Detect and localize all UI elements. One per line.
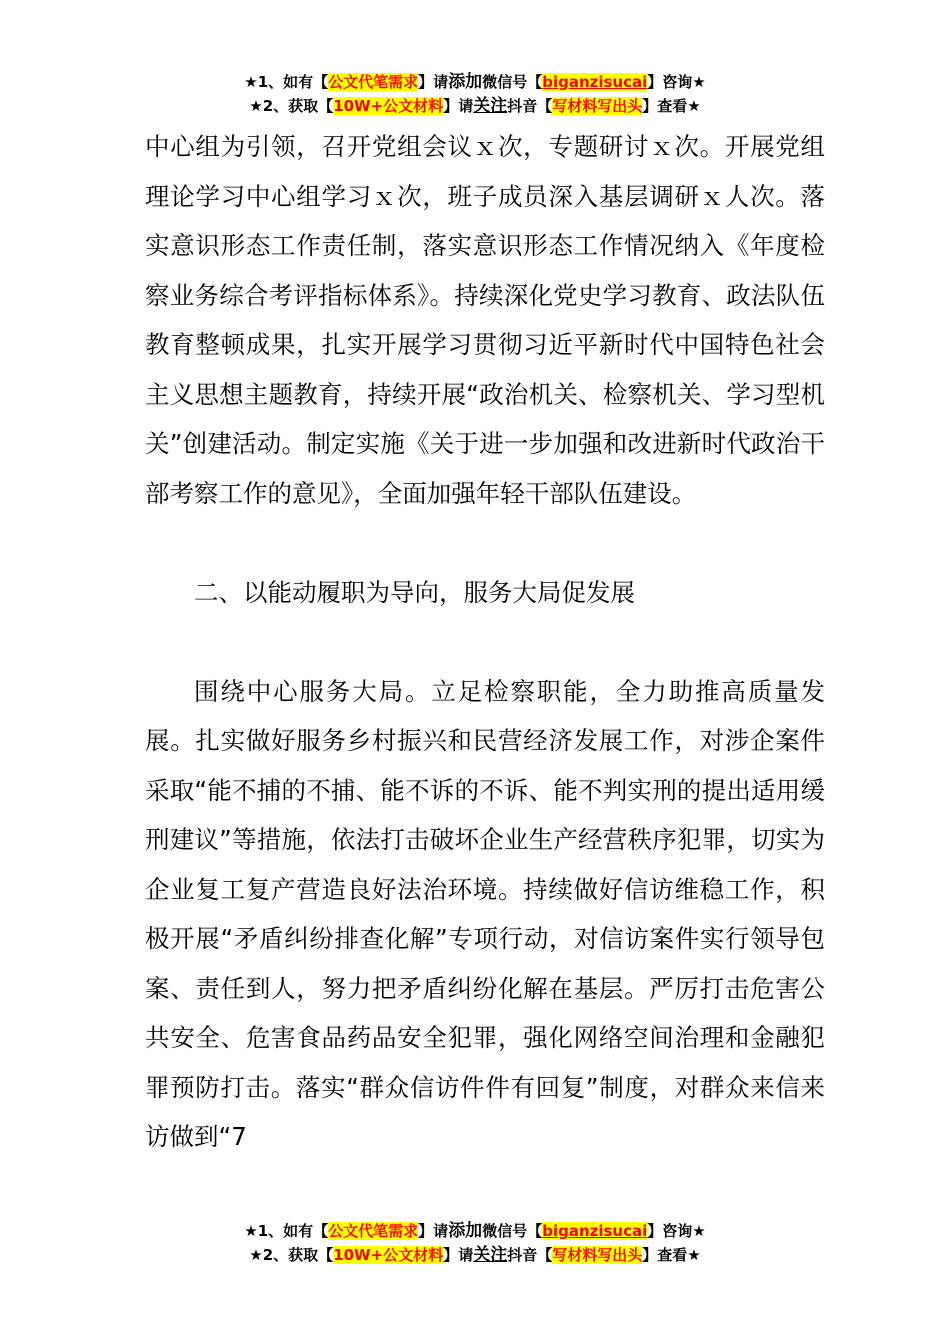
banner-line1-emphasis: 添加: [448, 72, 483, 92]
footer-line2-mid2: 抖音【: [507, 1246, 553, 1264]
banner-line2-prefix: ★2、获取【: [249, 97, 334, 115]
wechat-id-link[interactable]: biganzisucai: [542, 73, 648, 91]
banner-line1-mid1: 】请: [418, 73, 449, 91]
footer-wechat-id-link[interactable]: biganzisucai: [542, 1222, 648, 1240]
banner-line1-prefix: ★1、如有【: [244, 73, 329, 91]
ghostwriting-highlight: 公文代笔需求: [328, 73, 419, 91]
footer-line2-suffix: 】查看★: [642, 1246, 701, 1264]
douyin-account-highlight: 写材料写出头: [552, 97, 643, 115]
footer-banner-line-1: [0, 1219, 950, 1243]
footer-line2-emphasis: 关注: [473, 1245, 508, 1265]
banner-line1-mid2: 微信号【: [482, 73, 543, 91]
header-banner: [0, 70, 950, 118]
footer-line1-suffix: 】咨询★: [647, 1222, 706, 1240]
footer-materials-highlight: 10W+公文材料: [333, 1246, 444, 1264]
section-heading-2: 二、以能动履职为导向，服务大局促发展: [194, 577, 635, 607]
footer-line1-prefix: ★1、如有【: [244, 1222, 329, 1240]
footer-ghostwriting-highlight: 公文代笔需求: [328, 1222, 419, 1240]
document-body: [145, 122, 825, 1162]
paragraph-serve-overall: 围绕中心服务大局。立足检察职能，全力助推高质量发展。扎实做好服务乡村振兴和民营经济发展工作，对涉企案件采取“能不捕的不捕、能不诉的不诉、能不判实刑的提出适用缓刑建议”等措施，依法打击破坏企业生产经营秩序犯罪，切实为企业复工复产营造良好法治环境。持续做好信访维稳工作，积极开展“矛盾纠纷排查化解”专项行动，对信访案件实行领导包案、责任到人，努力把矛盾纠纷化解在基层。严厉打击危害公共安全、危害食品药品安全犯罪，强化网络空间治理和金融犯罪预防打击。落实“群众信访件件有回复”制度，对群众来信来访做到“7: [145, 676, 825, 1151]
banner-line2-suffix: 】查看★: [642, 97, 701, 115]
footer-banner: [0, 1219, 950, 1267]
banner-line-1: [0, 70, 950, 94]
footer-line1-emphasis: 添加: [448, 1221, 483, 1241]
materials-highlight: 10W+公文材料: [333, 97, 444, 115]
banner-line2-emphasis: 关注: [473, 96, 508, 116]
banner-line1-suffix: 】咨询★: [647, 73, 706, 91]
banner-line2-mid1: 】请: [443, 97, 474, 115]
banner-line-2: [0, 94, 950, 118]
footer-douyin-account-highlight: 写材料写出头: [552, 1246, 643, 1264]
banner-line2-mid2: 抖音【: [507, 97, 553, 115]
paragraph-party-building: 中心组为引领，召开党组会议ｘ次，专题研讨ｘ次。开展党组理论学习中心组学习ｘ次，班子成员深入基层调研ｘ人次。落实意识形态工作责任制，落实意识形态工作情况纳入《年度检察业务综合考评指标体系》。持续深化党史学习教育、政法队伍教育整顿成果，扎实开展学习贯彻习近平新时代中国特色社会主义思想主题教育，持续开展“政治机关、检察机关、学习型机关”创建活动。制定实施《关于进一步加强和改进新时代政治干部考察工作的意见》，全面加强年轻干部队伍建设。: [145, 132, 825, 508]
footer-banner-line-2: [0, 1243, 950, 1267]
footer-line1-mid2: 微信号【: [482, 1222, 543, 1240]
footer-line2-prefix: ★2、获取【: [249, 1246, 334, 1264]
footer-line1-mid1: 】请: [418, 1222, 449, 1240]
footer-line2-mid1: 】请: [443, 1246, 474, 1264]
